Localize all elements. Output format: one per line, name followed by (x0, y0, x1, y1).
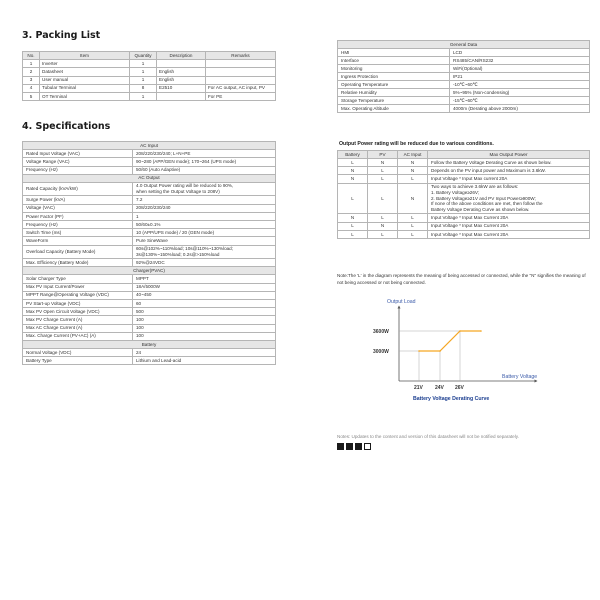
table-row: Rated Capacity (kVA/kW) 4.0 Output Power rating will be reduced to 90%, when setting the Output Voltage to 208V) (23, 182, 276, 195)
y-tick-label-3000w: 3000W (373, 349, 389, 355)
series-point (459, 330, 461, 332)
table-row: 3 User manual 1 English (23, 76, 276, 84)
series-point (480, 330, 482, 332)
table-row: Surge Power (kVA) 7.2 (23, 196, 276, 204)
packing-col-remarks: Remarks (206, 52, 276, 60)
table-row: MPPT Range@Operating Voltage (VDC) 40~450 (23, 291, 276, 299)
packing-header-row (23, 52, 276, 60)
table-row: Max AC Charge Current (A) 100 (23, 324, 276, 332)
power-derating-title: Output Power rating will be reduced due to various conditions. (339, 141, 494, 147)
x-tick-label-26v: 26V (455, 385, 464, 391)
chart-title: Battery Voltage Derating Curve (413, 396, 490, 402)
section-row-ac-input: AC Input (23, 142, 276, 150)
table-row: Interface RS485/CAN/RS232 (338, 57, 590, 65)
power-col-battery: Battery (338, 151, 368, 159)
table-row: L N L Input Voltage * Input Max Current 20A (338, 222, 590, 230)
power-col-max-output: Max Output Power (428, 151, 590, 159)
power-header-row (338, 151, 590, 159)
footer-note: Notes: Updates to the content and version of this datasheet will not be notified separately. (337, 434, 519, 439)
table-row: 4 Tubular Terminal 8 E2510 For AC output, AC input, PV (23, 84, 276, 92)
page-indicator (337, 443, 371, 450)
general-data-table (337, 40, 590, 113)
table-row: Storage Temperature -15℃~60℃ (338, 97, 590, 105)
table-row: Max PV Open Circuit Voltage (VDC) 500 (23, 308, 276, 316)
section-row-battery: Battery (23, 340, 276, 348)
specifications-heading: 4. Specifications (22, 121, 111, 132)
table-row: Relative Humidity 5%~95% (Non-condensing) (338, 89, 590, 97)
section-row-ac-output: AC Output (23, 174, 276, 182)
table-row: Voltage (VAC) 208/220/230/240 (23, 204, 276, 212)
table-row: 5 OT Terminal 1 For PE (23, 92, 276, 100)
table-row: Normal Voltage (VDC) 24 (23, 349, 276, 357)
page-mark-empty (364, 443, 371, 450)
packing-list-table (22, 51, 276, 101)
y-axis-label: Output Load (387, 299, 416, 305)
table-row: Max PV Charge Current (A) 100 (23, 316, 276, 324)
table-row: Voltage Range (VAC) 90~280 (APP/GEN mode); 170~264 (UPS mode) (23, 158, 276, 166)
page-mark-filled (337, 443, 344, 450)
x-tick-label-21v: 21V (414, 385, 423, 391)
section-row-charger: Charger(PVAC) (23, 267, 276, 275)
table-row: Monitoring WiFi(Optional) (338, 65, 590, 73)
table-row: Max. Operating Altitude 4000m (Derating above 2000m) (338, 105, 590, 113)
table-row: Battery Type Lithium and Lead-acid (23, 357, 276, 365)
y-tick-label-3600w: 3600W (373, 329, 389, 335)
page-mark-filled (346, 443, 353, 450)
section-row-general: General Data (338, 41, 590, 49)
table-row: Max PV Input Current/Power 18A/5000W (23, 283, 276, 291)
table-row: Frequency (Hz) 50/60 (Auto Adaptive) (23, 166, 276, 174)
power-col-ac-input: AC Input (398, 151, 428, 159)
table-row: HMI LCD (338, 49, 590, 57)
table-row: L L N Two ways to achieve 3.6kW are as follows: 1. Battery Voltage≥26V; 2. Battery Voltage≥21V and PV Input Power≥900W; If none of the above conditions are met, then follow the Battery Voltage Derating Curve as shown below. (338, 183, 590, 214)
packing-list-heading: 3. Packing List (22, 30, 101, 41)
table-row: Rated Input Voltage (VAC) 208/220/230/240; L+N+PE (23, 150, 276, 158)
table-row: L L L Input Voltage * Input Max Current 20A (338, 230, 590, 238)
derating-series-line (419, 331, 481, 351)
table-row: WaveForm Pure SineWave (23, 237, 276, 245)
page-mark-filled (355, 443, 362, 450)
power-conditions-table (337, 150, 590, 239)
table-row: N L N Depends on the PV input power and Maximum is 3.6kW. (338, 167, 590, 175)
chart-guide-lines (399, 331, 460, 381)
table-row: Solar Charger Type MPPT (23, 275, 276, 283)
table-row: N L L Input Voltage * Input Max current 20A (338, 175, 590, 183)
x-tick-label-24v: 24V (435, 385, 444, 391)
table-row: 1 Inverter 1 (23, 60, 276, 68)
table-row: Max. Charge Current (PV+AC) (A) 100 (23, 332, 276, 340)
packing-col-no: No. (23, 52, 40, 60)
table-row: Operating Temperature -10℃~60℃ (338, 81, 590, 89)
table-row: Frequency (Hz) 50/60±0.1% (23, 220, 276, 228)
specifications-table (22, 141, 276, 365)
table-row: PV Start-up Voltage (VDC) 60 (23, 299, 276, 307)
table-row: Power Factor (PF) 1 (23, 212, 276, 220)
derating-curve-chart (337, 292, 589, 410)
series-point (439, 350, 441, 352)
table-row: 2 Datasheet 1 English (23, 68, 276, 76)
table-row: Max. Efficiency (Battery Mode) 92%@24VDC (23, 259, 276, 267)
table-row: L N N Follow the Battery Voltage Derating Curve as shown below. (338, 158, 590, 166)
packing-col-quantity: Quantity (130, 52, 157, 60)
power-table-note: Note:The 'L' in the diagram represents the meaning of being accessed or connected, while the "N" signifies the meaning of not being accessed or not being connected. (337, 273, 586, 286)
series-point (418, 350, 420, 352)
packing-col-item: Item (40, 52, 130, 60)
table-row: N L L Input Voltage * Input Max Current 20A (338, 214, 590, 222)
table-row: Switch Time (ms) 10 (APP/UPS mode) / 20 (GEN mode) (23, 229, 276, 237)
x-axis-label: Battery Voltage (502, 374, 538, 380)
power-col-pv: PV (368, 151, 398, 159)
table-row: Ingress Protection IP21 (338, 73, 590, 81)
table-row: Overload Capacity (Battery Mode) 60s@102%~110%load; 10s@110%~130%load; 3s@130%~150%load; 0.2s@>150%load (23, 245, 276, 258)
packing-col-description: Description (157, 52, 206, 60)
